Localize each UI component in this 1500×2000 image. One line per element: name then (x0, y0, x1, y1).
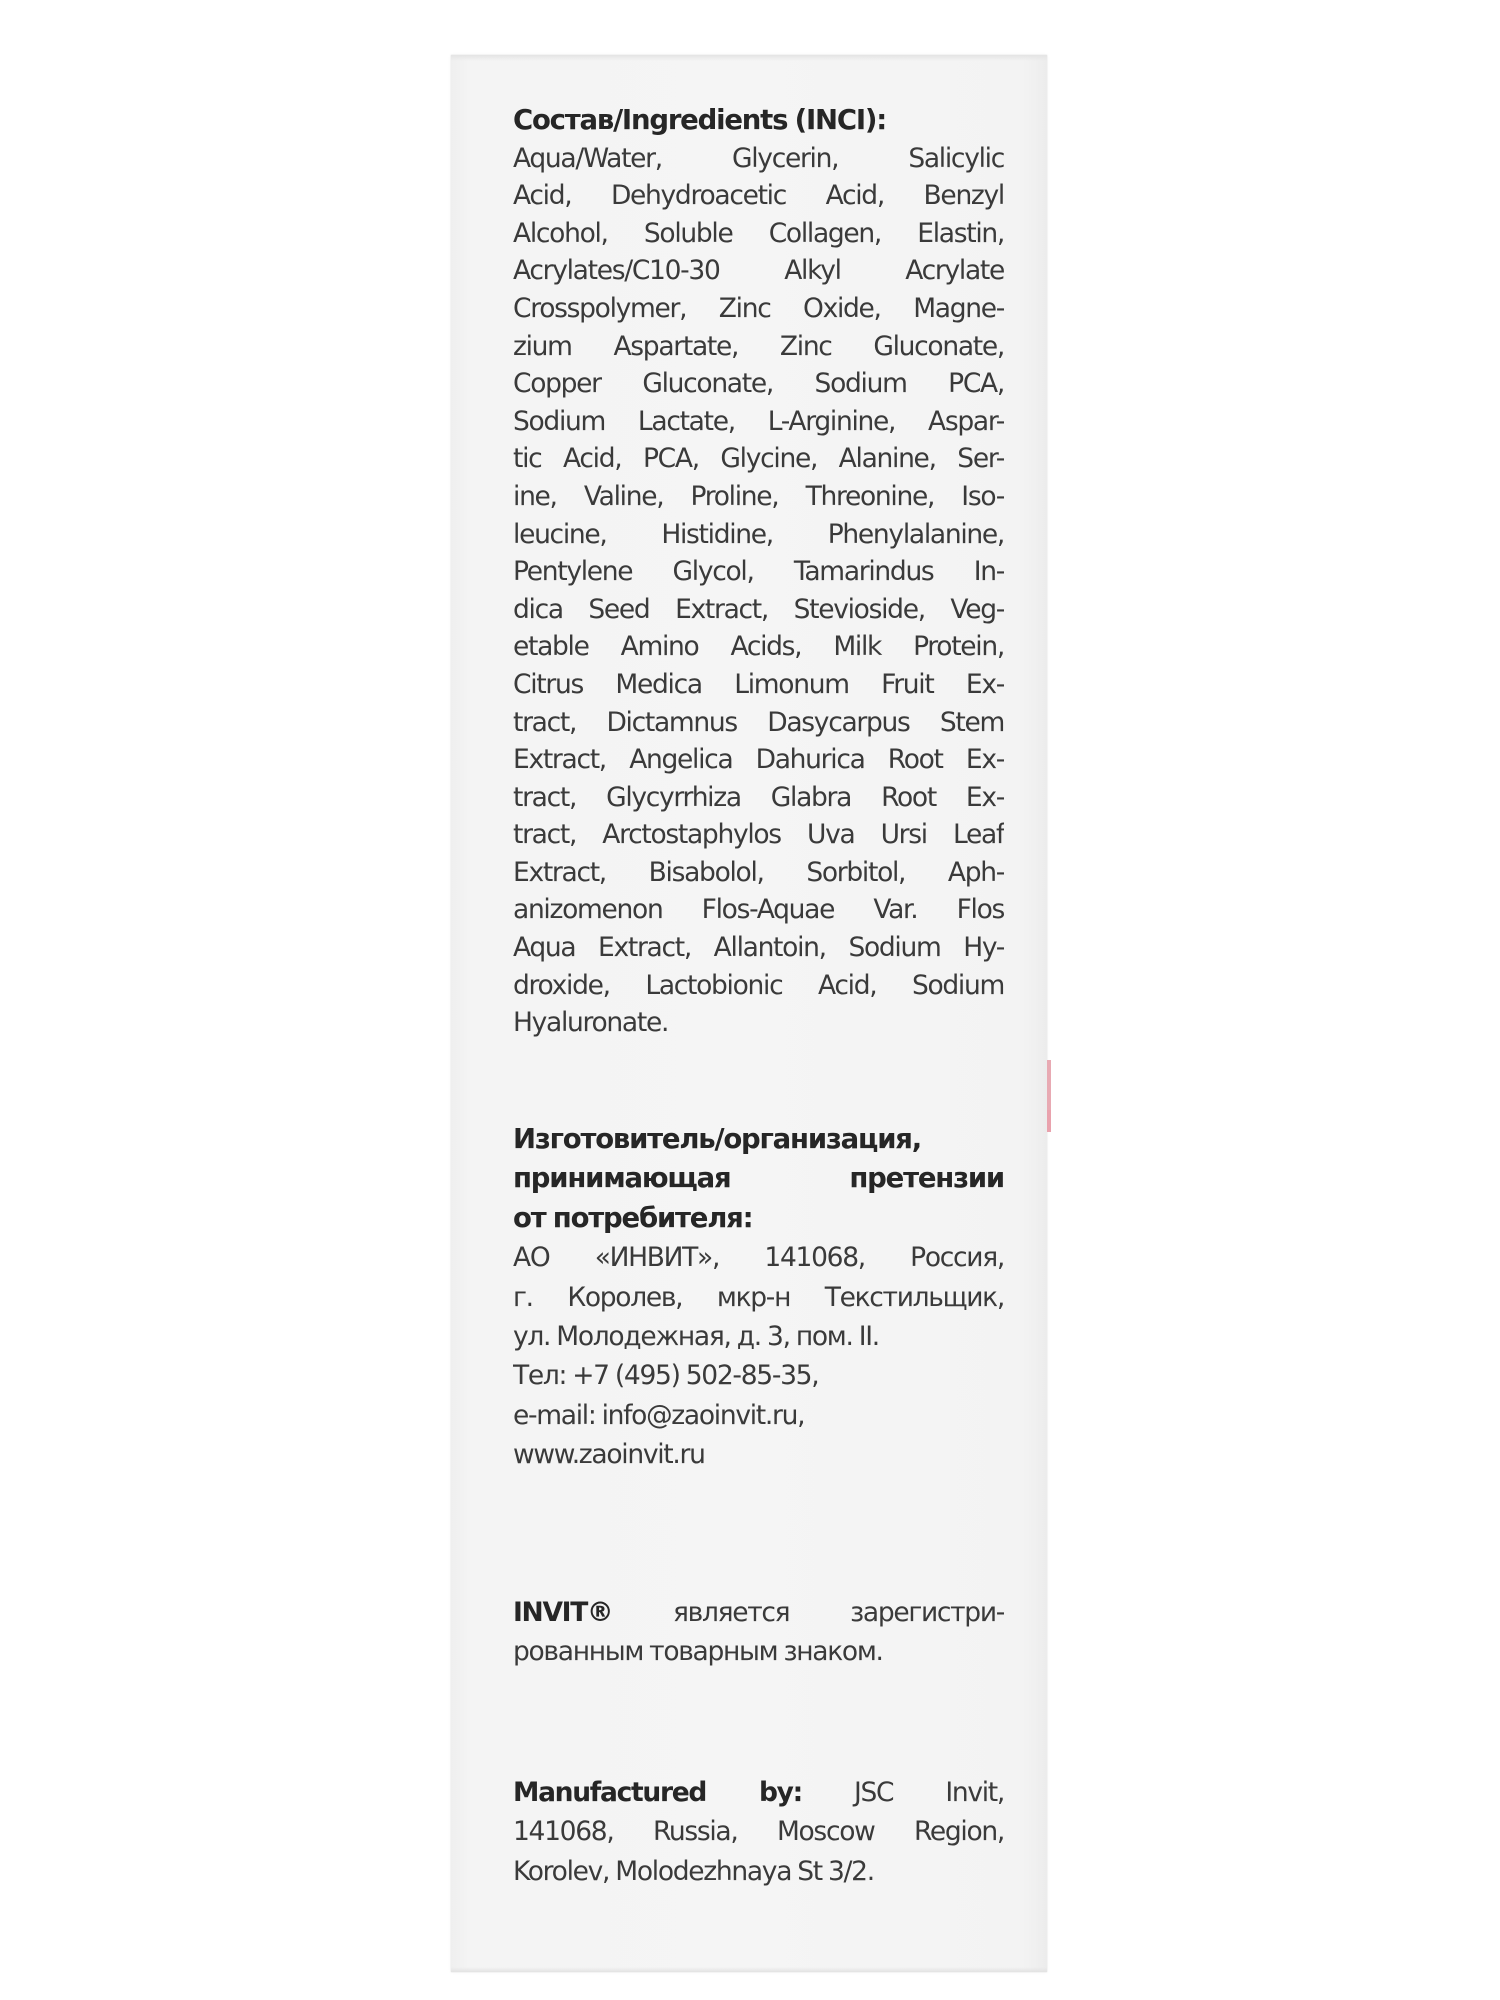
manufacturer-en-line: Korolev, Molodezhnaya St 3/2. (513, 1855, 874, 1887)
ingredients-line: leucine, Histidine, Phenylalanine, (513, 518, 1004, 550)
box-bottom-edge (451, 1967, 1047, 1972)
manufactured-by-label: Manufactured by: (513, 1777, 802, 1808)
ingredients-line: zium Aspartate, Zinc Gluconate, (513, 330, 1004, 362)
ingredients-line: Sodium Lactate, L-Arginine, Aspar- (513, 405, 1004, 437)
trademark-text: является зарегистри- (612, 1597, 1004, 1628)
ingredients-line: tract, Glycyrrhiza Glabra Root Ex- (513, 781, 1004, 813)
ingredients-line: Hyaluronate. (513, 1007, 669, 1039)
box-top-edge (451, 55, 1047, 61)
manufacturer-ru-heading: Изготовитель/организация, (513, 1123, 921, 1155)
manufacturer-website: www.zaoinvit.ru (513, 1439, 705, 1471)
ingredients-line: Crosspolymer, Zinc Oxide, Magne- (513, 292, 1004, 324)
manufacturer-en-line (513, 1773, 1004, 1812)
manufacturer-email: e-mail: info@zaoinvit.ru, (513, 1399, 805, 1431)
manufacturer-ru-section (513, 1120, 1004, 1475)
ingredients-line: Aqua Extract, Allantoin, Sodium Hy- (513, 932, 1004, 964)
brand-name: INVIT® (513, 1597, 613, 1628)
manufacturer-ru-heading: от потребителя: (513, 1201, 753, 1234)
ingredients-line: dica Seed Extract, Stevioside, Veg- (513, 593, 1004, 625)
trademark-line (513, 1593, 1004, 1632)
manufacturer-address-line: ул. Молодежная, д. 3, пом. II. (513, 1320, 879, 1352)
manufacturer-address-line: АО «ИНВИТ», 141068, Россия, (513, 1242, 1004, 1274)
trademark-line: рованным товарным знаком. (513, 1636, 883, 1668)
ingredients-line: Alcohol, Soluble Collagen, Elastin, (513, 217, 1004, 249)
trademark-section (513, 1593, 1004, 1672)
ingredients-line: Pentylene Glycol, Tamarindus In- (513, 556, 1004, 588)
box-pink-edge-accent (1047, 1110, 1051, 1132)
ingredients-line: tic Acid, PCA, Glycine, Alanine, Ser- (513, 443, 1004, 475)
ingredients-line: droxide, Lactobionic Acid, Sodium (513, 969, 1004, 1001)
ingredients-line: anizomenon Flos-Aquae Var. Flos (513, 894, 1004, 926)
manufacturer-en-company: JSC Invit, (801, 1777, 1004, 1808)
ingredients-line: Acid, Dehydroacetic Acid, Benzyl (513, 180, 1004, 212)
ingredients-heading: Состав/Ingredients (INCI): (513, 104, 887, 136)
ingredients-line: Extract, Bisabolol, Sorbitol, Aph- (513, 856, 1004, 888)
ingredients-line: tract, Arctostaphylos Uva Ursi Leaf (513, 819, 1004, 851)
ingredients-line: Acrylates/C10-30 Alkyl Acrylate (513, 255, 1004, 287)
manufacturer-en-line: 141068, Russia, Moscow Region, (513, 1816, 1004, 1848)
ingredients-line: Extract, Angelica Dahurica Root Ex- (513, 744, 1004, 776)
ingredients-line: Aqua/Water, Glycerin, Salicylic (513, 142, 1004, 174)
ingredients-line: ine, Valine, Proline, Threonine, Iso- (513, 480, 1004, 512)
ingredients-line: tract, Dictamnus Dasycarpus Stem (513, 706, 1004, 738)
ingredients-line: etable Amino Acids, Milk Protein, (513, 631, 1004, 663)
manufacturer-address-line: г. Королев, мкр-н Текстильщик, (513, 1281, 1004, 1313)
ingredients-line: Copper Gluconate, Sodium PCA, (513, 368, 1004, 400)
manufacturer-phone: Тел: +7 (495) 502-85-35, (513, 1360, 819, 1392)
ingredients-line: Citrus Medica Limonum Fruit Ex- (513, 668, 1004, 700)
manufacturer-ru-heading: принимающая претензии (513, 1162, 1004, 1195)
ingredients-section (513, 102, 1004, 1042)
manufacturer-en-section (513, 1773, 1004, 1891)
